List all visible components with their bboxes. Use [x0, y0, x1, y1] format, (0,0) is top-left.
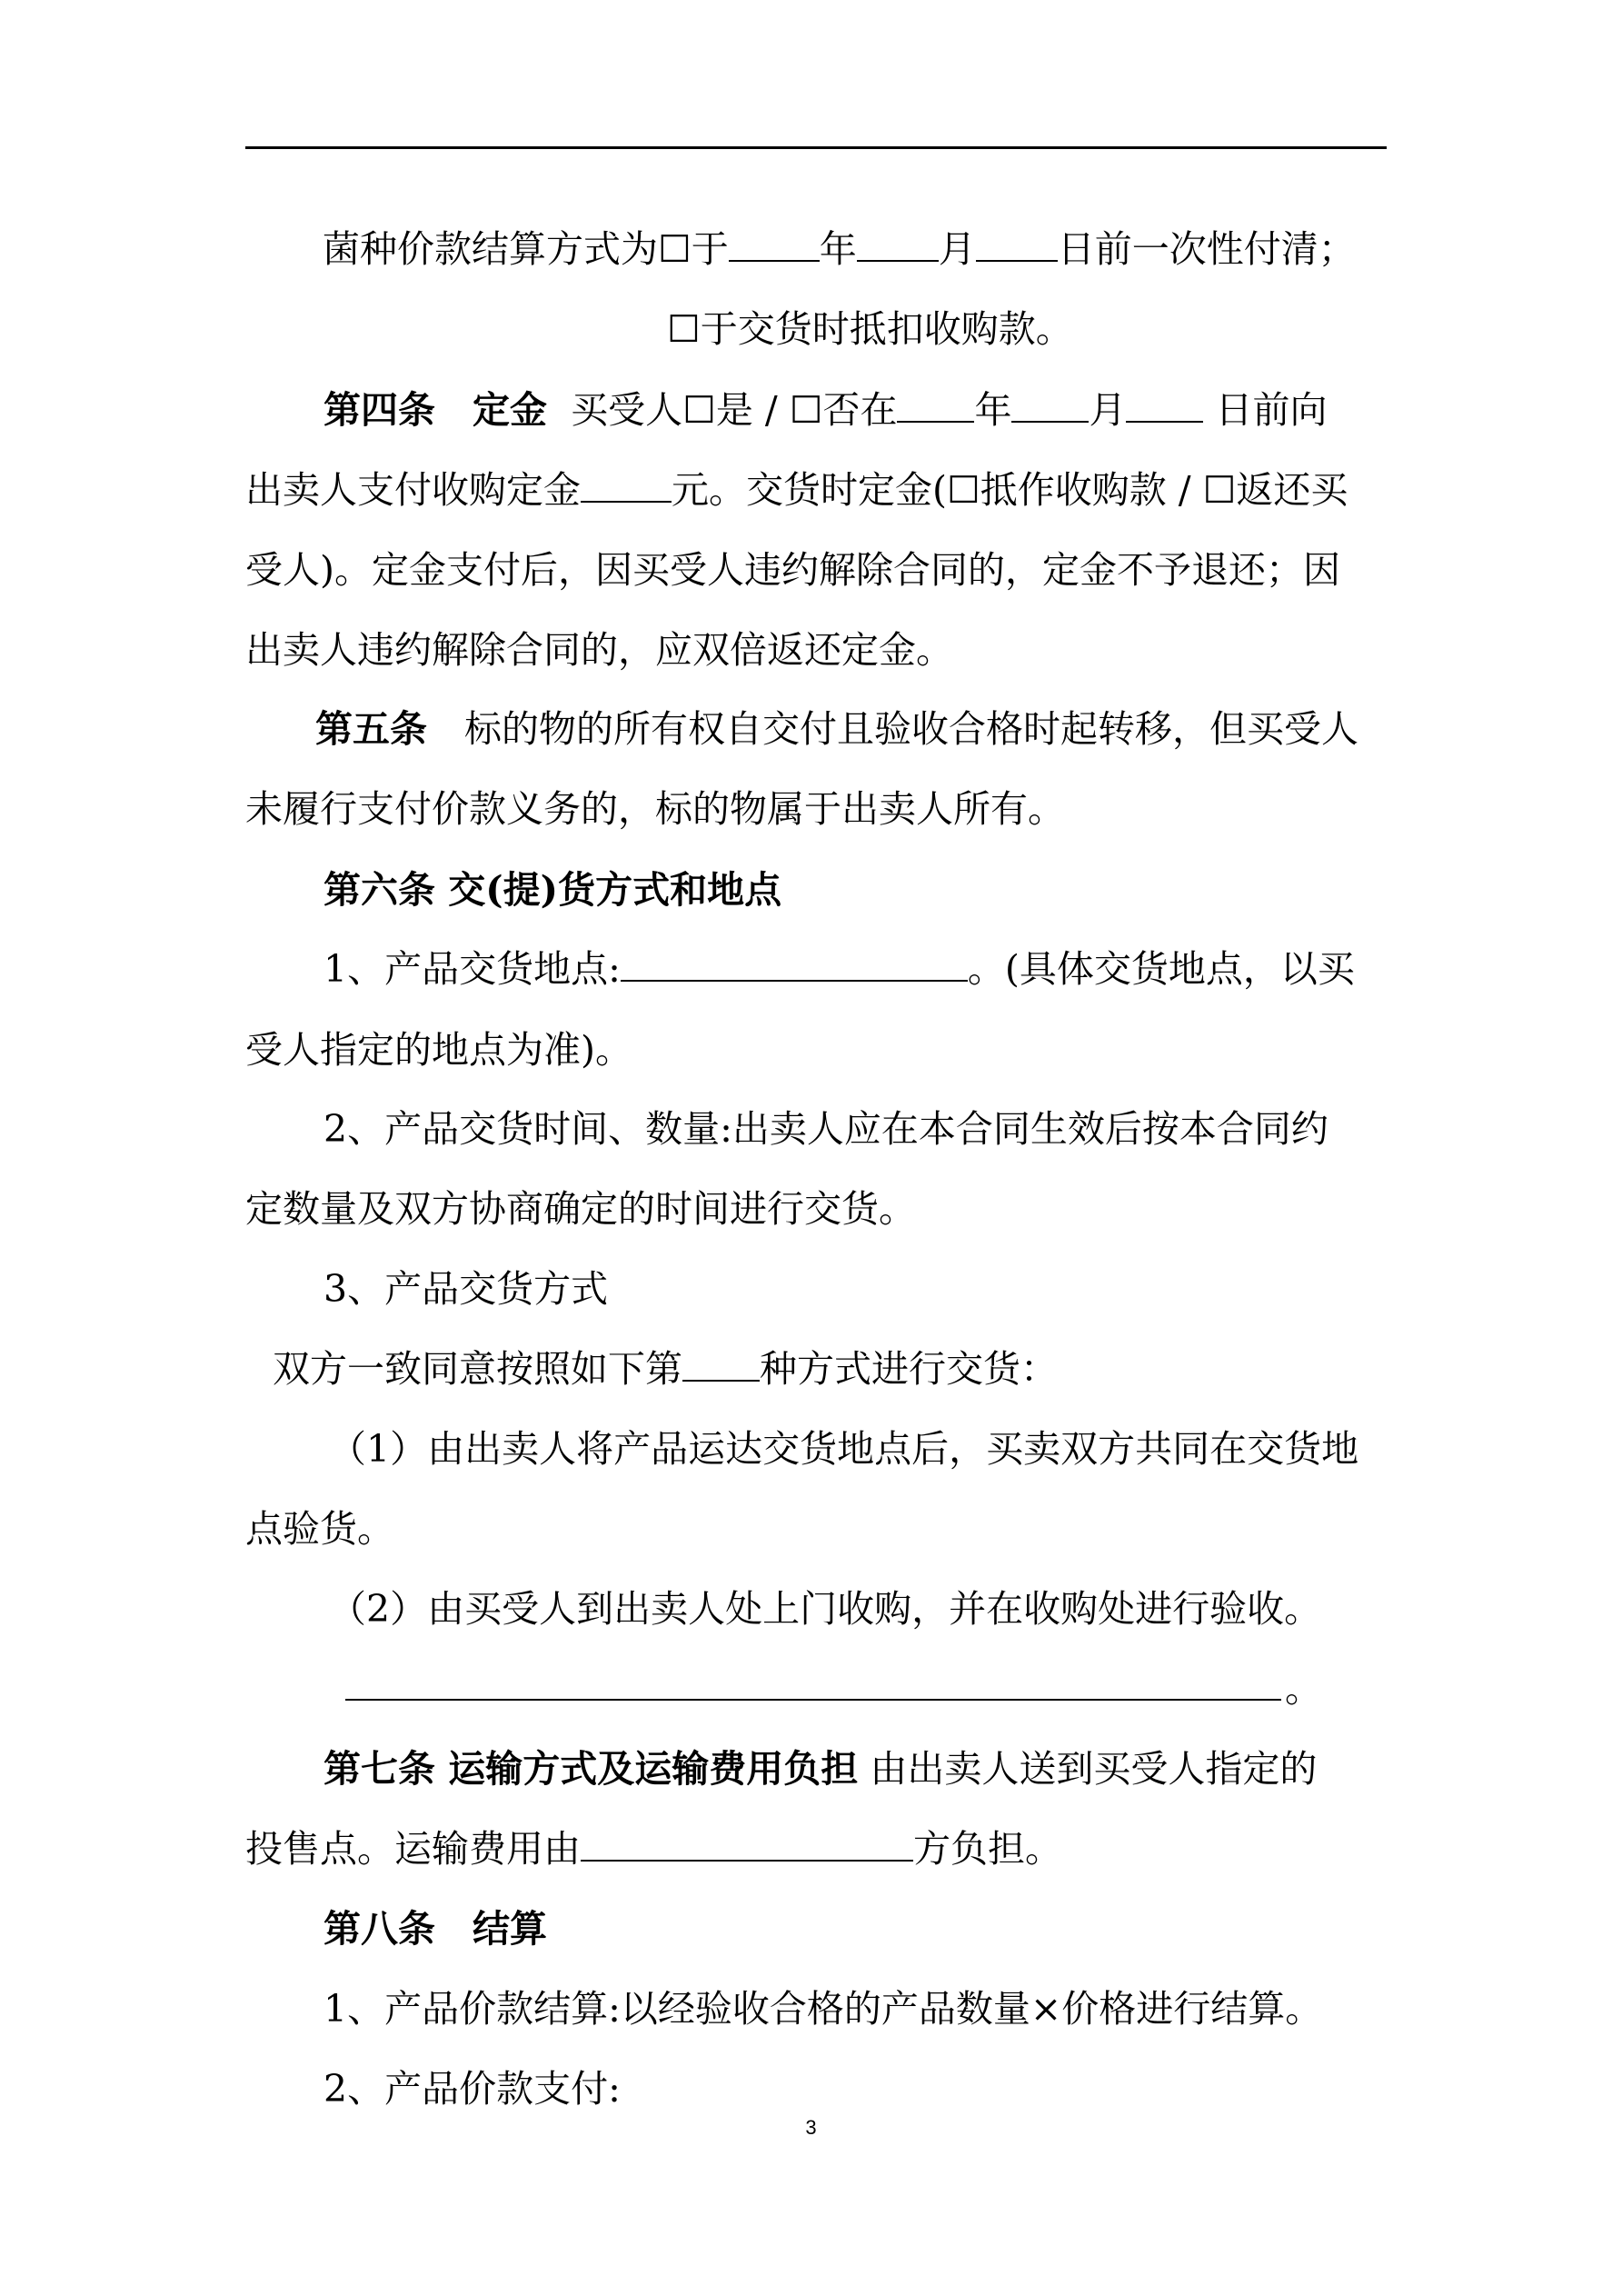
deposit-rule-line-2: 出卖人违约解除合同的，应双倍返还定金。 [245, 628, 953, 672]
article-7-heading: 第七条 运输方式及运输费用负担 [323, 1747, 859, 1791]
article-7-line: 第七条 运输方式及运输费用负担 由出卖人送到买受人指定的 [323, 1747, 1318, 1791]
payment-method-line: 菌种价款结算方式为☐于 年 月 日前一次性付清； [323, 227, 1356, 271]
blank-other-method [345, 1699, 1281, 1701]
article-7-line-2: 投售点。运输费用由 方负担。 [245, 1827, 1062, 1871]
payment-option-line: ☐于交货时抵扣收购款。 [667, 307, 1073, 351]
method-1-line-2: 点验货。 [245, 1507, 394, 1551]
header-rule [245, 146, 1387, 149]
payment-line: 2、产品价款支付: [323, 2067, 621, 2111]
article-5-line-2: 未履行支付价款义务的，标的物属于出卖人所有。 [245, 787, 1065, 831]
delivery-time-line: 2、产品交货时间、数量:出卖人应在本合同生效后按本合同约 [323, 1107, 1328, 1151]
article-5-heading: 第五条 [315, 707, 427, 751]
blank-month [857, 225, 939, 262]
delivery-method-choice-line: 双方一致同意按照如下第 种方式进行交货： [273, 1347, 1058, 1391]
deposit-rule-line: 受人)。定金支付后，因买受人违约解除合同的，定金不予退还；因 [245, 548, 1340, 592]
method-2-line: （2）由买受人到出卖人处上门收购，并在收购处进行验收。 [329, 1587, 1322, 1631]
method-1-line: （1）由出卖人将产品运达交货地点后，买卖双方共同在交货地 [329, 1427, 1359, 1471]
article-8-heading: 第八条 结算 [323, 1907, 547, 1951]
blank-transport-party [581, 1825, 913, 1862]
delivery-place-line: 1、产品交货地点: 。(具体交货地点，以买 [323, 947, 1355, 991]
delivery-place-line-2: 受人指定的地点为准)。 [245, 1028, 632, 1072]
delivery-method-heading: 3、产品交货方式 [323, 1267, 609, 1311]
blank-deposit-amount [581, 466, 672, 503]
blank-method-number [682, 1345, 760, 1382]
blank-other-method-end: 。 [1285, 1667, 1322, 1711]
article-4-line: 第四条 定金 买受人☐是 / ☐否在 年 月 日前向 [323, 388, 1328, 432]
blank-delivery-place [621, 945, 968, 982]
settlement-line: 1、产品价款结算:以经验收合格的产品数量×价格进行结算。 [323, 1987, 1323, 2031]
blank-year [729, 225, 820, 262]
article-5-line: 第五条 标的物的所有权自交付且验收合格时起转移，但买受人 [315, 707, 1358, 751]
article-4-heading: 第四条 定金 [323, 388, 547, 432]
delivery-time-line-2: 定数量及双方协商确定的时间进行交货。 [245, 1187, 916, 1231]
article-6-heading: 第六条 交(提)货方式和地点 [323, 868, 782, 912]
deposit-line: 出卖人支付收购定金 元。交货时定金(☐抵作收购款 / ☐返还买 [245, 468, 1348, 512]
blank-day [976, 225, 1058, 262]
page-number: 3 [805, 2116, 817, 2139]
